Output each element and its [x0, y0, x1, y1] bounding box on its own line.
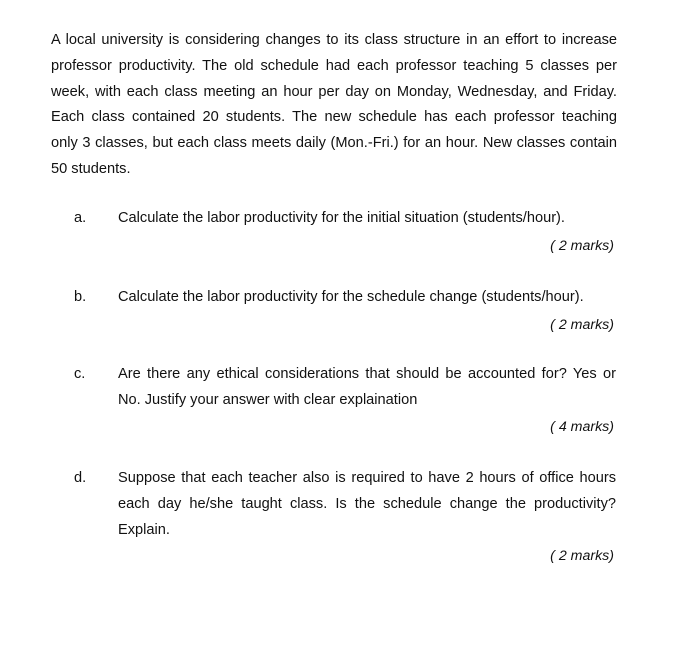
question-text: [118, 362, 616, 414]
question-line: Calculate the labor productivity for the initial situation (students/hour).: [118, 210, 565, 226]
question-line: No. Justify your answer with clear explaination: [118, 391, 418, 408]
question-letter: b.: [74, 289, 87, 305]
question-line: Suppose that each teacher also is required to have 2 hours of office hours: [118, 470, 616, 486]
question-line: Calculate the labor productivity for the schedule change (students/hour).: [118, 289, 584, 305]
question-text: [118, 285, 616, 311]
question-letter: d.: [74, 470, 87, 486]
intro-line: professor productivity. The old schedule had each professor teaching 5 classes per: [51, 57, 617, 74]
question-text: [118, 206, 616, 232]
question-marks: ( 2 marks): [550, 317, 614, 333]
intro-line: week, with each class meeting an hour per day on Monday, Wednesday, and Friday.: [51, 83, 617, 100]
question-line: Are there any ethical considerations that should be accounted for? Yes or: [118, 366, 616, 382]
question-marks: ( 2 marks): [550, 548, 614, 564]
intro-paragraph: [51, 28, 617, 183]
question-marks: ( 2 marks): [550, 238, 614, 254]
question-text: [118, 466, 616, 543]
question-letter: c.: [74, 366, 86, 382]
question-letter: a.: [74, 210, 87, 226]
question-line: Explain.: [118, 521, 170, 538]
question-line: each day he/she taught class. Is the schedule change the productivity?: [118, 495, 616, 512]
intro-line: 50 students.: [51, 160, 131, 177]
intro-line: A local university is considering changes to its class structure in an effort to increase: [51, 32, 617, 48]
question-marks: ( 4 marks): [550, 419, 614, 435]
intro-line: only 3 classes, but each class meets daily (Mon.-Fri.) for an hour. New classes contain: [51, 135, 617, 152]
intro-line: Each class contained 20 students. The new schedule has each professor teaching: [51, 109, 617, 126]
